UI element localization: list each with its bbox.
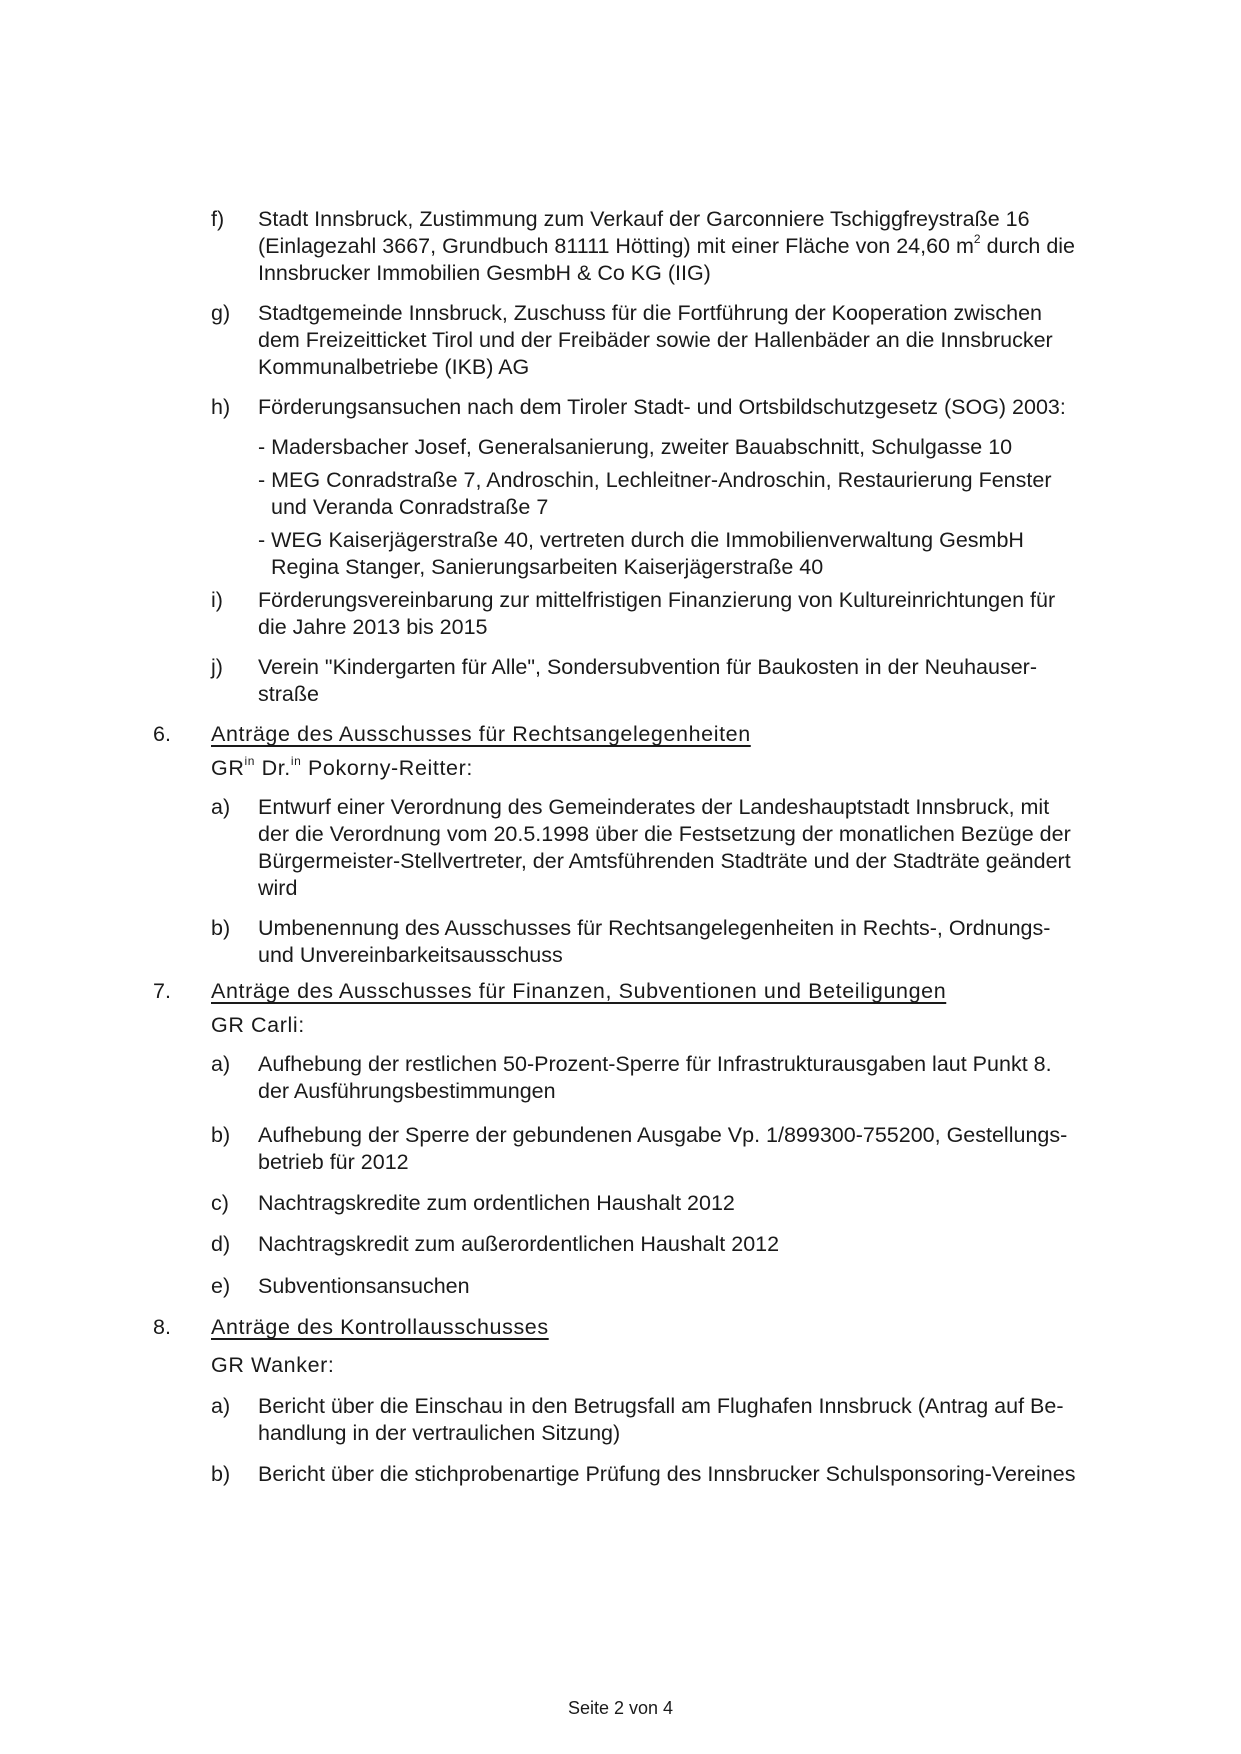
section-number: 8. [153,1315,171,1339]
item-text-line: Nachtragskredit zum außerordentlichen Haushalt 2012 [258,1232,780,1256]
section-number: 7. [153,979,171,1003]
item-text-line: Bericht über die stichprobenartige Prüfung des Innsbrucker Schulsponsoring-Vereines [258,1462,1076,1486]
rapporteur: GR Wanker: [211,1353,335,1377]
subitem-line: - Madersbacher Josef, Generalsanierung, zweiter Bauabschnitt, Schulgasse 10 [258,435,1013,459]
item-text-line: Aufhebung der restlichen 50-Prozent-Sperre für Infrastrukturausgaben laut Punkt 8. [258,1052,1052,1076]
item-text-line: Förderungsansuchen nach dem Tiroler Stadt- und Ortsbildschutzgesetz (SOG) 2003: [258,395,1066,419]
rapporteur: $GR^{in}$ Dr.$^{in}$ Pokorny-Reitter: [211,753,473,780]
item-text-line: der die Verordnung vom 20.5.1998 über die Festsetzung der monatlichen Bezüge der [258,822,1071,846]
item-text-line: und Unvereinbarkeitsausschuss [258,943,563,967]
item-label: c) [211,1191,229,1215]
subitem-line: - WEG Kaiserjägerstraße 40, vertreten durch die Immobilienverwaltung GesmbH [258,528,1024,552]
section-heading: Anträge des Ausschusses für Finanzen, Subventionen und Beteiligungen [211,979,947,1003]
item-label: b) [211,1462,231,1486]
item-label: h) [211,395,231,419]
item-text-line: Aufhebung der Sperre der gebundenen Ausgabe Vp. 1/899300-755200, Gestellungs- [258,1123,1068,1147]
item-text-line: Entwurf einer Verordnung des Gemeinderates der Landeshauptstadt Innsbruck, mit [258,795,1050,819]
item-label: a) [211,795,231,819]
item-label: a) [211,1052,231,1076]
page-number: Seite 2 von 4 [567,1698,674,1718]
item-text-line: Innsbrucker Immobilien GesmbH & Co KG (IIG) [258,261,711,285]
item-text-line: der Ausführungsbestimmungen [258,1079,556,1103]
subitem-line: und Veranda Conradstraße 7 [271,495,549,519]
item-label: g) [211,301,231,325]
item-text-line: Umbenennung des Ausschusses für Rechtsangelegenheiten in Rechts-, Ordnungs- [258,916,1051,940]
item-label: a) [211,1394,231,1418]
item-label: b) [211,1123,231,1147]
item-text-line: Verein "Kindergarten für Alle", Sondersubvention für Baukosten in der Neuhauser- [258,655,1037,679]
item-label: i) [211,588,223,612]
item-text-line: (Einlagezahl 3667, Grundbuch 81111 Hötting) mit einer Fläche von 24,60 $m^2$ durch die [258,231,1076,258]
item-label: j) [211,655,223,679]
item-text-line: die Jahre 2013 bis 2015 [258,615,488,639]
subitem-line: Regina Stanger, Sanierungsarbeiten Kaiserjägerstraße 40 [271,555,824,579]
item-text-line: Förderungsvereinbarung zur mittelfristigen Finanzierung von Kultureinrichtungen für [258,588,1056,612]
item-label: b) [211,916,231,940]
item-text-line: Subventionsansuchen [258,1274,470,1298]
item-text-line: straße [258,682,319,706]
item-text-line: Nachtragskredite zum ordentlichen Haushalt 2012 [258,1191,735,1215]
section-number: 6. [153,722,171,746]
item-text-line: Bürgermeister-Stellvertreter, der Amtsführenden Stadträte und der Stadträte geändert [258,849,1071,873]
item-text-line: Kommunalbetriebe (IKB) AG [258,355,530,379]
item-label: f) [211,207,225,231]
item-label: d) [211,1232,231,1256]
item-text-line: Bericht über die Einschau in den Betrugsfall am Flughafen Innsbruck (Antrag auf Be- [258,1394,1064,1418]
section-heading: Anträge des Kontrollausschusses [211,1315,549,1339]
item-text-line: Stadtgemeinde Innsbruck, Zuschuss für die Fortführung der Kooperation zwischen [258,301,1042,325]
item-text-line: dem Freizeitticket Tirol und der Freibäder sowie der Hallenbäder an die Innsbrucker [258,328,1053,352]
subitem-line: - MEG Conradstraße 7, Androschin, Lechleitner-Androschin, Restaurierung Fenster [258,468,1052,492]
rapporteur: GR Carli: [211,1013,305,1037]
item-text-line: handlung in der vertraulichen Sitzung) [258,1421,621,1445]
item-label: e) [211,1274,231,1298]
section-heading: Anträge des Ausschusses für Rechtsangelegenheiten [211,722,751,746]
item-text-line: wird [258,876,298,900]
item-text-line: betrieb für 2012 [258,1150,409,1174]
item-text-line: Stadt Innsbruck, Zustimmung zum Verkauf der Garconniere Tschiggfreystraße 16 [258,207,1030,231]
